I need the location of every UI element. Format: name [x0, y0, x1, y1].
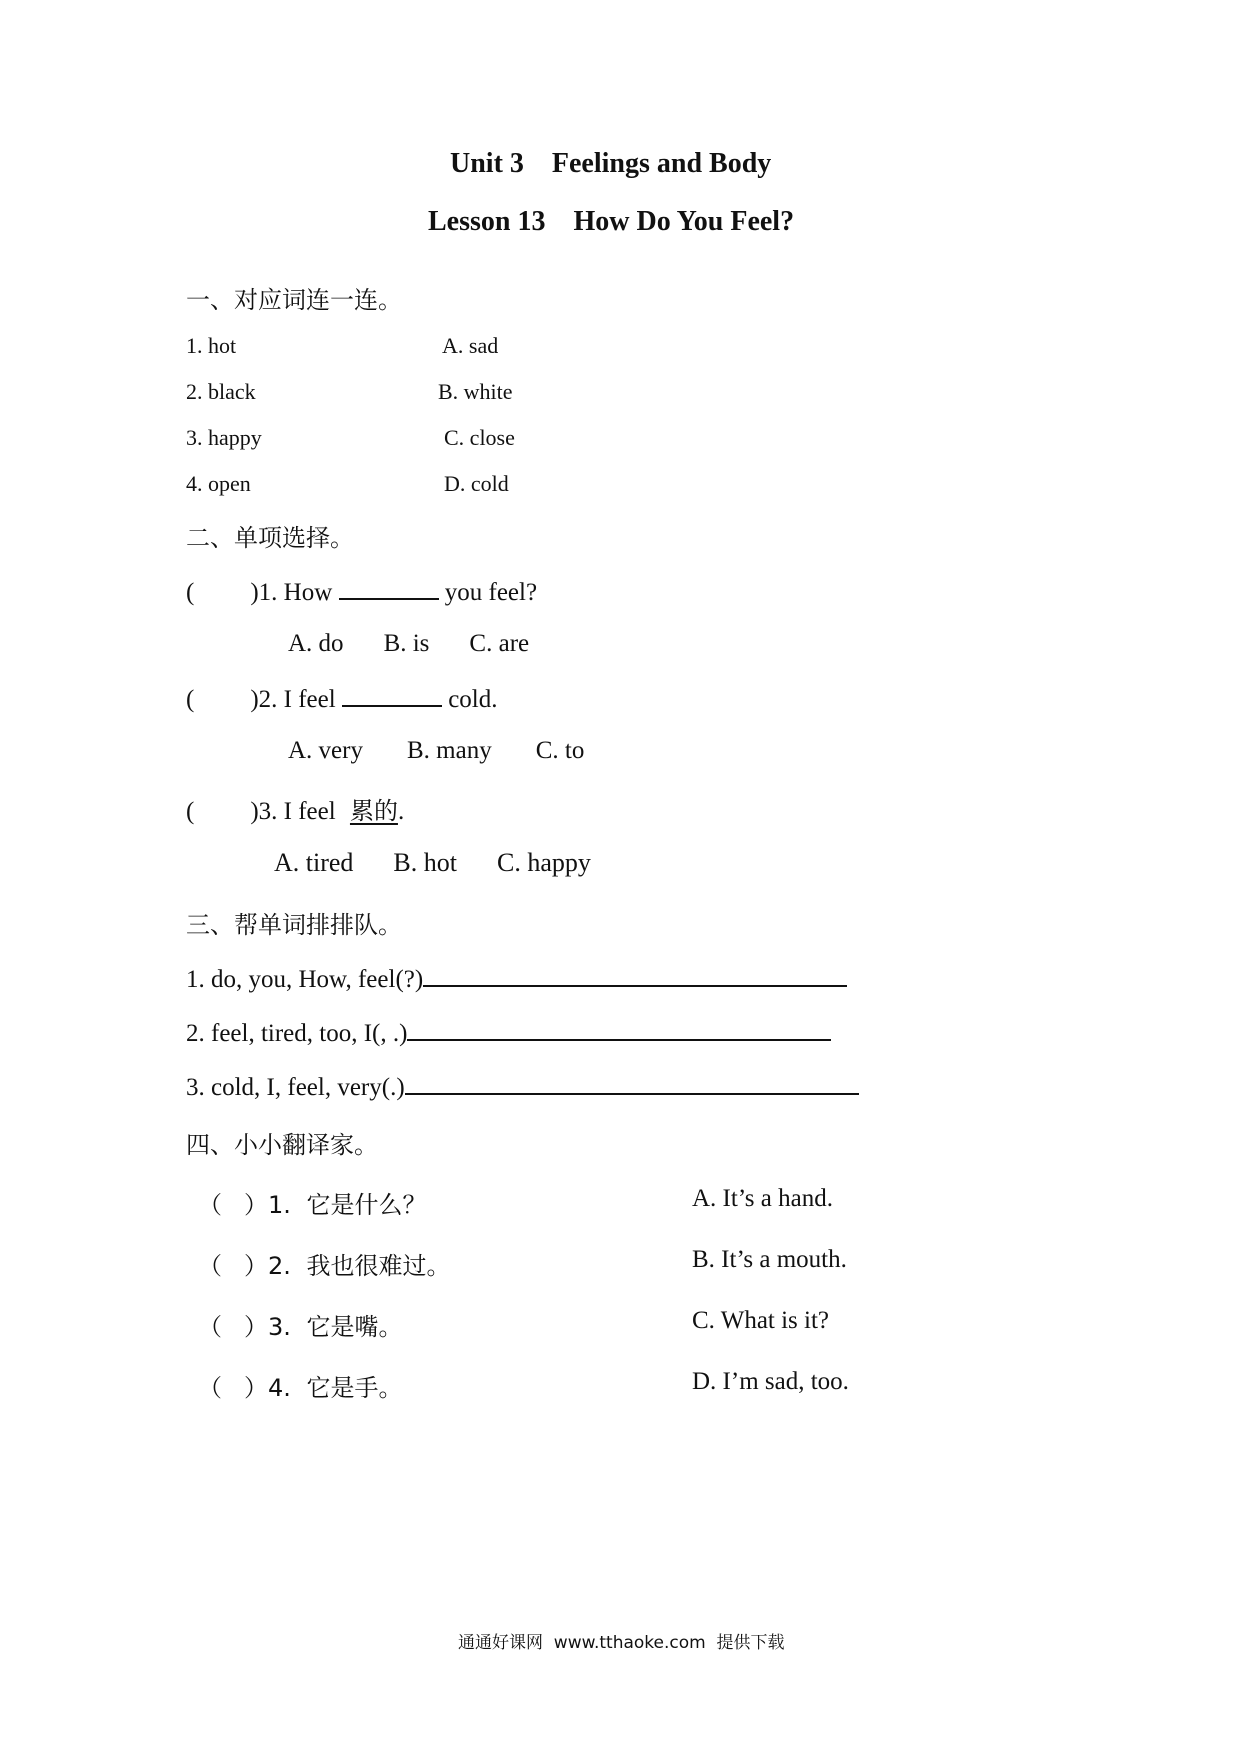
chinese-sentence: 它是什么？ — [306, 1191, 427, 1219]
reorder-words: 3. cold, I, feel, very(.) — [186, 1074, 405, 1101]
section3-heading: 三、帮单词排排队。 — [186, 911, 402, 939]
translate-item-1 — [198, 1185, 427, 1220]
translate-item-4 — [198, 1368, 403, 1403]
answer-paren-open: ( — [186, 579, 195, 606]
unit-title: Unit 3 Feelings and Body — [450, 148, 772, 179]
match-left-3: 3. happy — [186, 425, 262, 450]
answer-paren-open: （ — [198, 1191, 222, 1219]
mc-options-3 — [274, 848, 591, 878]
mc-options-2 — [288, 737, 584, 765]
mc-options-1 — [288, 630, 529, 658]
lesson-title: Lesson 13 How Do You Feel? — [428, 206, 795, 237]
match-right-2: B. white — [438, 379, 513, 404]
translate-option-b: B. It’s a mouth. — [692, 1246, 847, 1273]
match-left-1: 1. hot — [186, 333, 237, 358]
item-number: ）4. — [244, 1374, 291, 1402]
option-a: A. very — [288, 737, 363, 764]
chinese-sentence: 它是手。 — [306, 1374, 403, 1402]
option-b: B. hot — [393, 848, 457, 877]
option-a: A. do — [288, 630, 344, 657]
question-stem: )3. I feel — [250, 798, 336, 825]
match-left-2: 2. black — [186, 379, 256, 404]
match-left-4: 4. open — [186, 471, 251, 496]
reorder-words: 2. feel, tired, too, I(, .) — [186, 1020, 408, 1047]
chinese-sentence: 它是嘴。 — [306, 1313, 403, 1341]
answer-blank[interactable] — [339, 576, 439, 600]
item-number: ）2. — [244, 1252, 291, 1280]
answer-line[interactable] — [407, 1017, 831, 1041]
answer-line[interactable] — [405, 1071, 859, 1095]
item-number: ）1. — [244, 1191, 291, 1219]
translate-option-d: D. I’m sad, too. — [692, 1368, 849, 1395]
option-b: B. is — [383, 630, 430, 657]
chinese-sentence: 我也很难过。 — [306, 1252, 451, 1280]
answer-paren-open: （ — [198, 1252, 222, 1280]
match-right-4: D. cold — [444, 471, 509, 496]
section1-heading: 一、对应词连一连。 — [186, 286, 402, 314]
reorder-item-2 — [186, 1017, 831, 1048]
question-tail: you feel? — [444, 579, 538, 606]
option-b: B. many — [406, 737, 492, 764]
mc-question-1 — [186, 576, 537, 607]
question-tail: . — [397, 798, 405, 825]
option-c: C. happy — [497, 848, 591, 877]
section2-heading: 二、单项选择。 — [186, 524, 354, 552]
underlined-word: 累的 — [349, 797, 398, 825]
reorder-item-3 — [186, 1071, 859, 1102]
reorder-item-1 — [186, 963, 847, 994]
answer-paren-open: ( — [186, 686, 195, 713]
match-right-3: C. close — [444, 425, 515, 450]
reorder-words: 1. do, you, How, feel(?) — [186, 966, 424, 993]
question-stem: )1. How — [250, 579, 333, 606]
answer-paren-open: （ — [198, 1374, 222, 1402]
translate-item-3 — [198, 1307, 403, 1342]
item-number: ）3. — [244, 1313, 291, 1341]
answer-paren-open: （ — [198, 1313, 222, 1341]
answer-line[interactable] — [423, 963, 847, 987]
answer-paren-open: ( — [186, 798, 195, 825]
answer-blank[interactable] — [342, 683, 442, 707]
translate-option-c: C. What is it? — [692, 1307, 830, 1334]
mc-question-3 — [186, 791, 404, 826]
footer-credit: 通通好课网 www.tthaoke.com 提供下载 — [458, 1633, 785, 1653]
mc-question-2 — [186, 683, 498, 714]
option-a: A. tired — [274, 848, 354, 877]
section4-heading: 四、小小翻译家。 — [186, 1131, 378, 1159]
match-right-1: A. sad — [442, 333, 499, 358]
translate-item-2 — [198, 1246, 451, 1281]
option-c: C. to — [535, 737, 585, 764]
translate-option-a: A. It’s a hand. — [692, 1185, 833, 1212]
question-tail: cold. — [448, 686, 498, 713]
option-c: C. are — [469, 630, 530, 657]
question-stem: )2. I feel — [250, 686, 336, 713]
